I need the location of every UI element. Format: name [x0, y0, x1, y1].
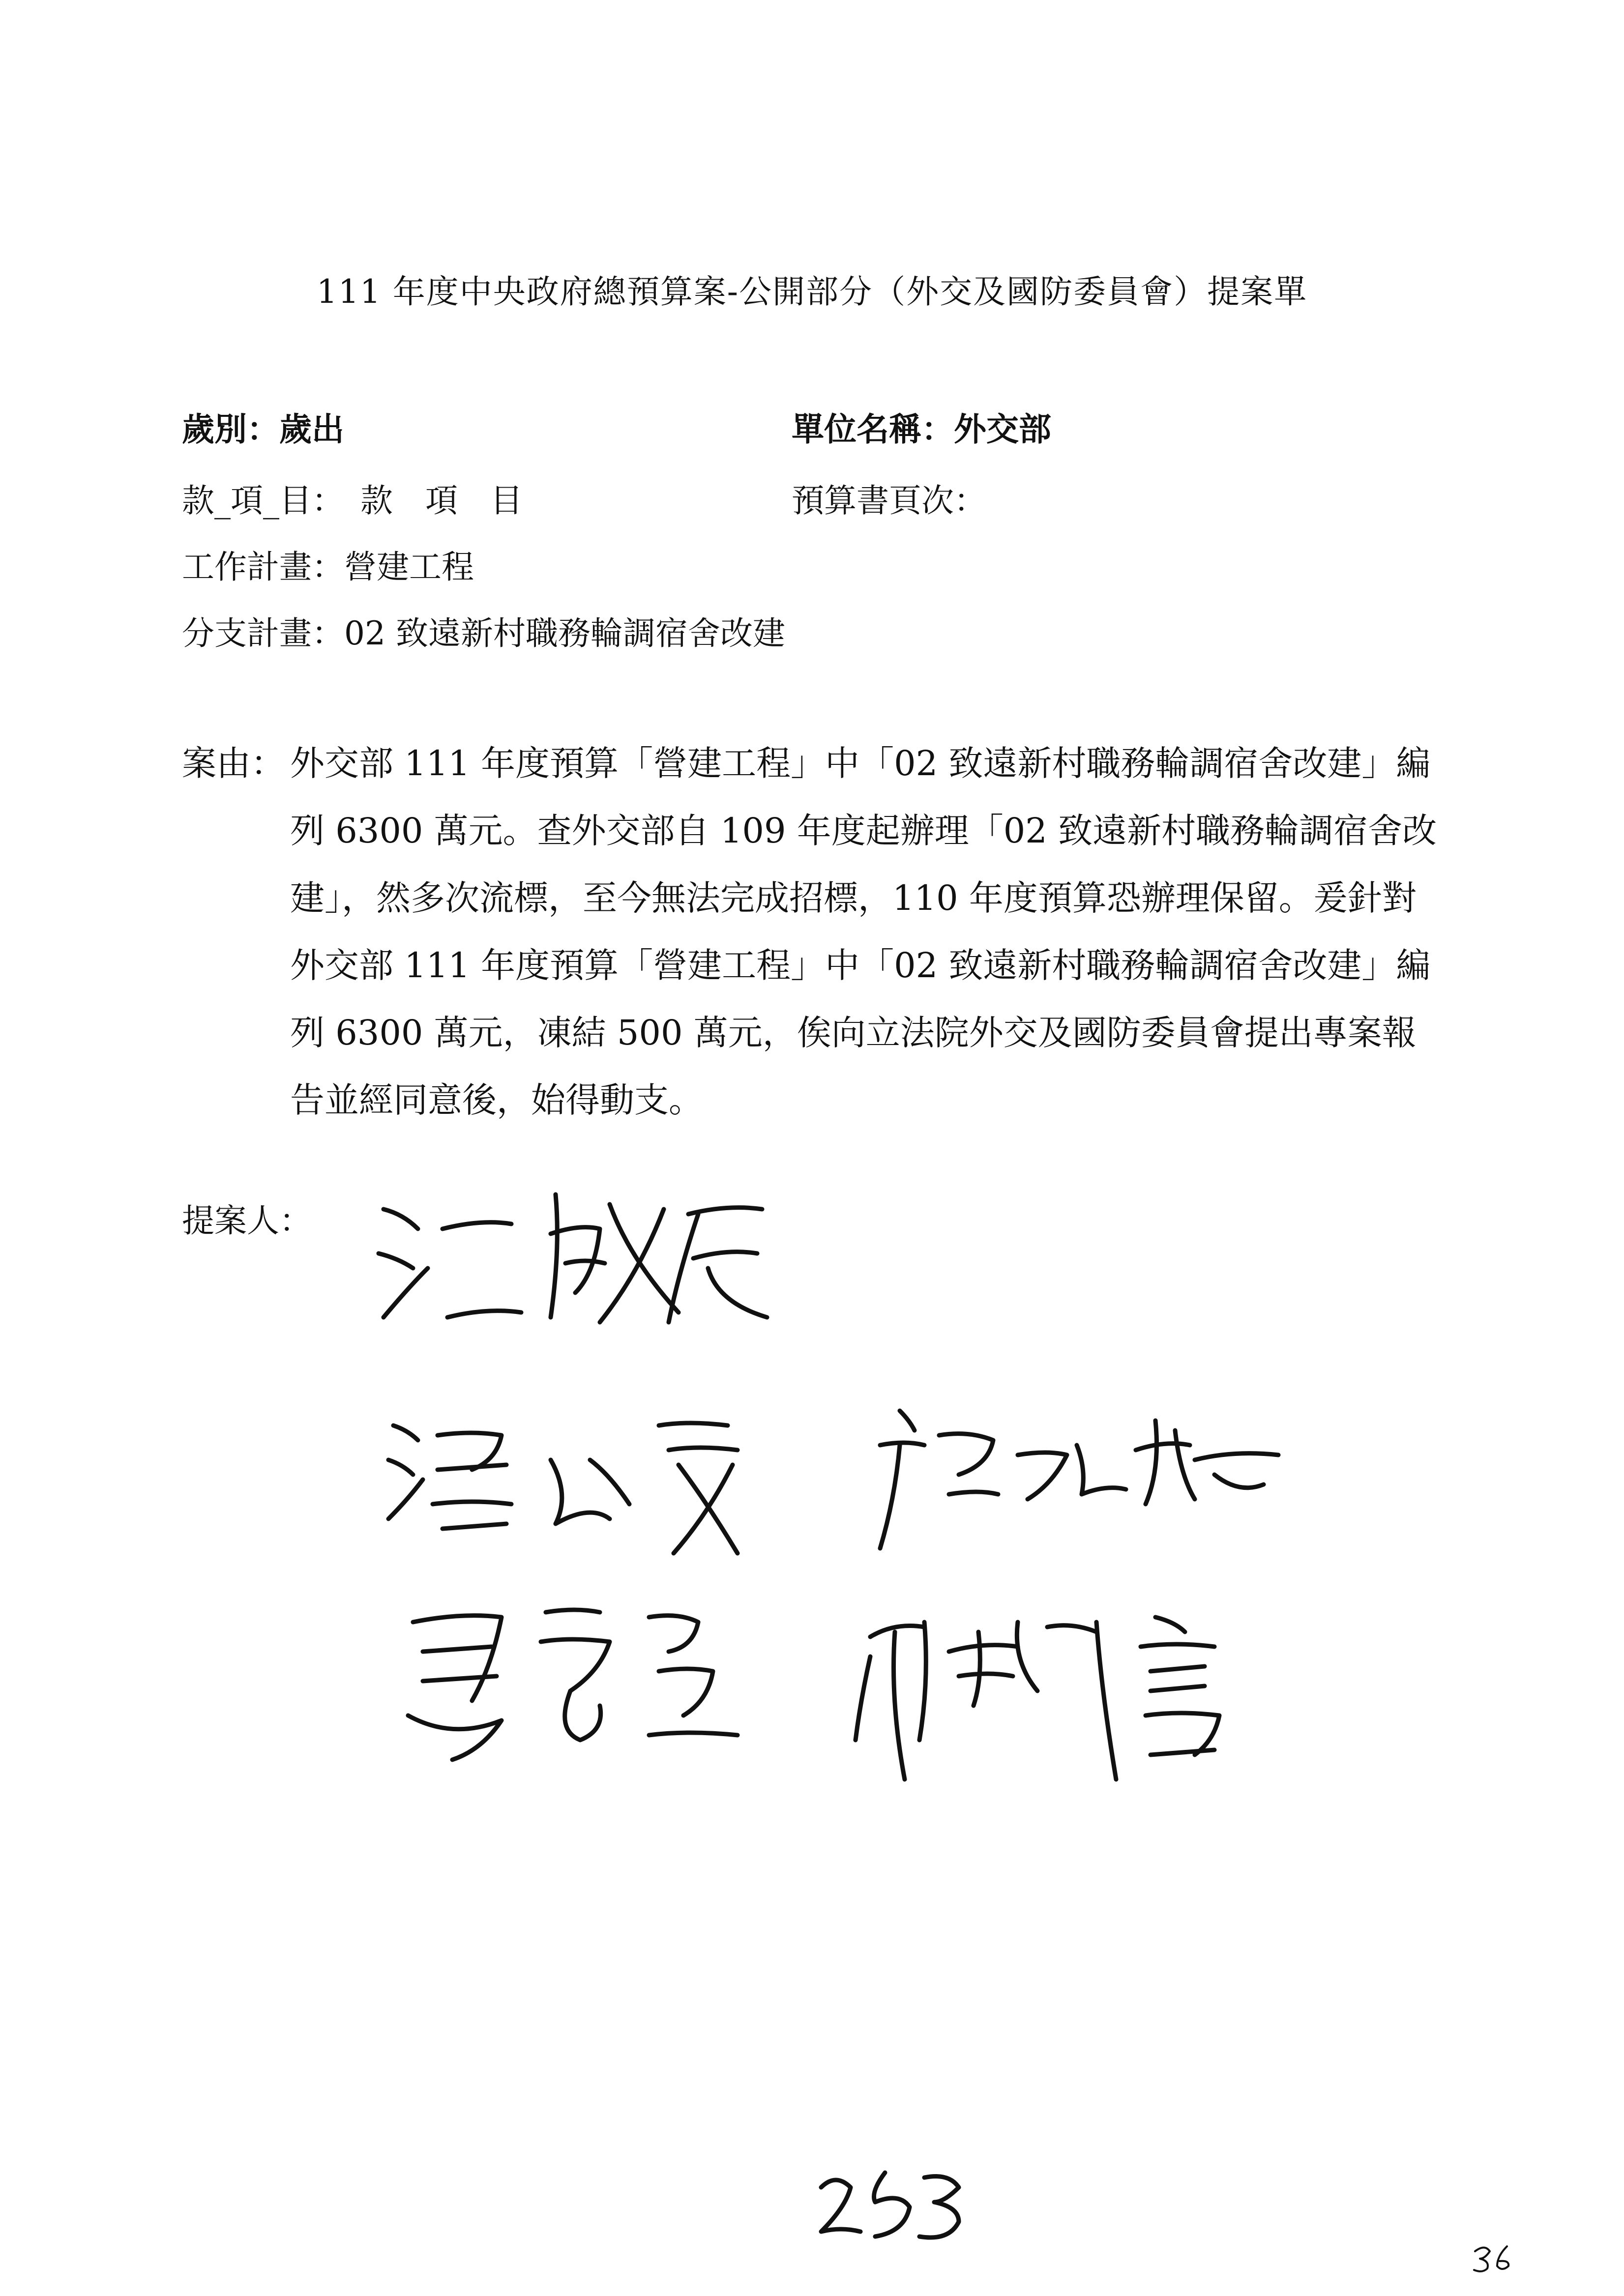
signature-5 — [841, 1593, 1313, 1789]
signature-3 — [870, 1401, 1293, 1563]
signature-4 — [393, 1593, 797, 1774]
signature-2 — [384, 1406, 787, 1568]
work-plan-field: 工作計畫：營建工程 — [182, 548, 474, 586]
proposer-label: 提案人： — [182, 1202, 312, 1240]
signature-1 — [374, 1175, 777, 1337]
reason-label: 案由： — [182, 743, 285, 784]
category-field: 歲別：歲出 — [182, 410, 344, 448]
sub-plan-field: 分支計畫：02 致遠新村職務輪調宿舍改建 — [182, 614, 785, 652]
budget-page-field: 預算書頁次： — [792, 482, 986, 520]
reason-text: 外交部 111 年度預算「營建工程」中「02 致遠新村職務輪調宿舍改建」編列 6300 萬元。查外交部自 109 年度起辦理「02 致遠新村職務輪調宿舍改建」，然多次流標，至今無法完成招標，110 年度預算恐辦理保留。爰針對外交部 111 年度預算「營建工程」中「02 致遠新村職務輪調宿舍改建」編列 6300 萬元，凍結 500 萬元，俟向立法院外交及國防委員會提出專案報告並經同意後，始得動支。 — [290, 743, 1437, 1120]
handwritten-page-number — [811, 2163, 969, 2246]
item-field: 款_項_目： 款 項 目 — [182, 482, 523, 520]
reason-section — [182, 730, 1441, 1134]
unit-field: 單位名稱：外交部 — [792, 410, 1051, 448]
document-title: 111 年度中央政府總預算案-公開部分（外交及國防委員會）提案單 — [316, 273, 1308, 311]
corner-mark — [1470, 2241, 1514, 2276]
